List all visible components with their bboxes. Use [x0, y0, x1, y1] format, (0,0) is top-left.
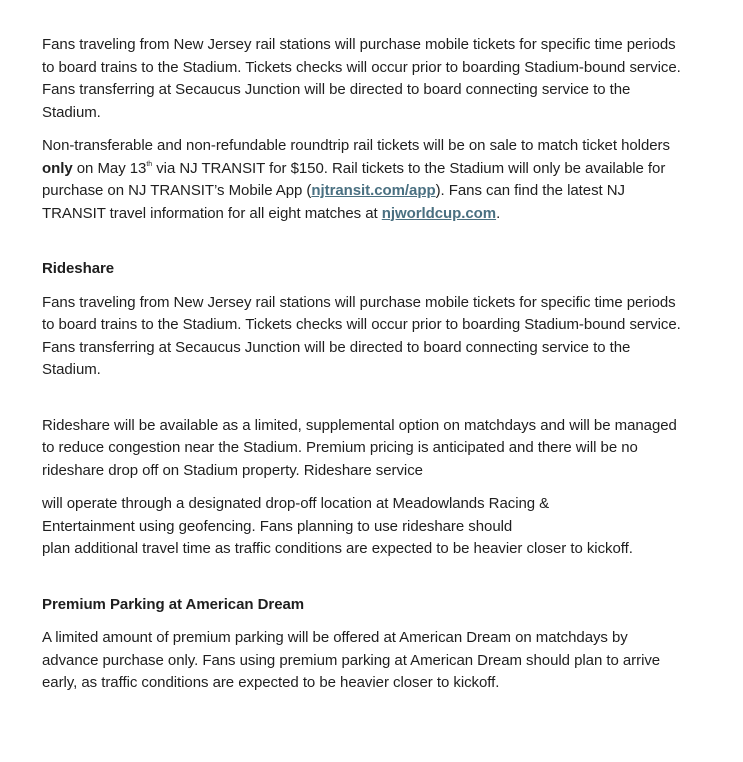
rideshare-paragraph-3 — [42, 493, 682, 561]
only-emphasis: only — [42, 159, 73, 177]
rideshare-paragraph-2: Rideshare will be available as a limited, supplemental option on matchdays and will be managed to reduce congestion near the Stadium. Premium pricing is anticipated and there will be no rideshare drop off on Stadium property. Rideshare service — [42, 416, 677, 479]
nj-transit-text-3: via NJ TRANSIT for $150. Rail tickets to the Stadium will only be available for purchase on NJ TRANSIT’s Mobile App ( — [42, 159, 666, 199]
nj-transit-text-5: . — [496, 204, 501, 222]
document-body — [42, 34, 682, 695]
rideshare-line-1: will operate through a designated drop-off location at Meadowlands Racing & — [42, 495, 550, 512]
njworldcup-link[interactable]: njworldcup.com — [381, 204, 497, 222]
rideshare-line-3: plan additional travel time as traffic conditions are expected to be heavier closer to kickoff. — [42, 540, 633, 557]
nj-transit-paragraph-1: Fans traveling from New Jersey rail stations will purchase mobile tickets for specific time periods to board trains to the Stadium. Tickets checks will occur prior to boarding Stadium-bound service. Fans transferring at Secaucus Junction will be directed to board connecting service to the Stadium. — [42, 36, 681, 121]
nj-transit-text-1: Non-transferable and non-refundable roundtrip rail tickets will be on sale to match ticket holders — [42, 137, 670, 154]
premium-parking-paragraph: A limited amount of premium parking will be offered at American Dream on matchdays by advance purchase only. Fans using premium parking at American Dream should plan to arrive early, as traffic conditions are expected to be heavier closer to kickoff. — [42, 629, 661, 691]
nj-transit-text-2: on May 13 — [72, 159, 147, 177]
nj-transit-text-4: ). Fans can find the latest NJ TRANSIT travel information for all eight matches at — [42, 182, 625, 222]
njtransit-app-link[interactable]: njtransit.com/app — [311, 182, 436, 199]
nj-transit-paragraph-2 — [42, 135, 682, 225]
premium-parking-heading: Premium Parking at American Dream — [42, 595, 305, 613]
rideshare-paragraph-1: Fans traveling from New Jersey rail stations will purchase mobile tickets for specific time periods to board trains to the Stadium. Tickets checks will occur prior to boarding Stadium-bound service. Fans transferring at Secaucus Junction will be directed to board connecting service to the Stadium. — [42, 293, 681, 378]
rideshare-line-2: Entertainment using geofencing. Fans planning to use rideshare should — [42, 517, 513, 535]
rideshare-heading: Rideshare — [42, 260, 115, 277]
ordinal-suffix: th — [146, 160, 153, 168]
